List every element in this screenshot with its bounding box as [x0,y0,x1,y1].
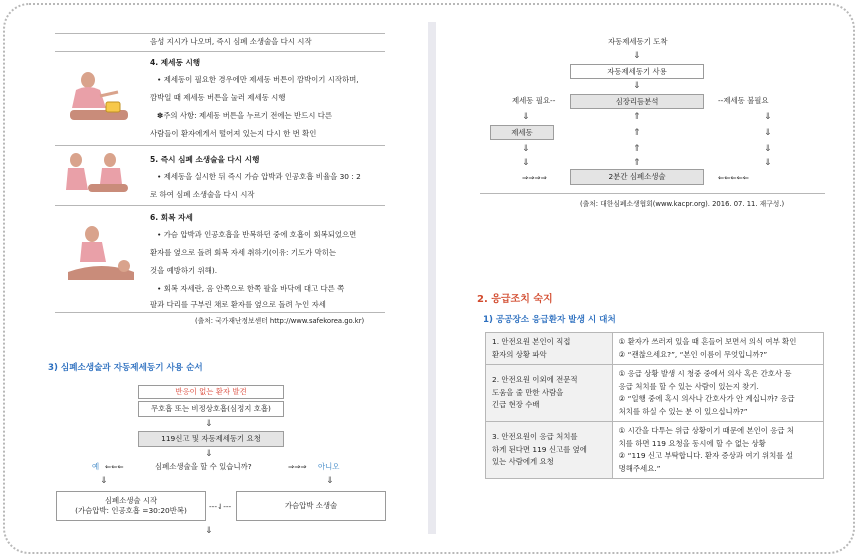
step5-title: 5. 즉시 심폐 소생술을 다시 시행 [150,155,260,164]
step6-line: 팔과 다리를 구부린 채로 환자를 옆으로 돌려 누인 자세 [150,300,326,309]
down-arrow: ⇓ [764,158,772,168]
rule [55,145,385,146]
rule [55,312,385,313]
table-cell-action: ① 환자가 쓰러져 있을 때 흔들어 보면서 의식 여부 확인 ② “괜찮으세요?”, “본인 이름이 무엇입니까?” [612,333,823,365]
left-arrows: ⇐⇐⇐⇐⇐ [718,173,749,182]
step4-line: 사람들이 환자에게서 떨어져 있는지 다시 한 번 확인 [150,129,317,138]
shock-needed: 제세동 필요-- [512,96,556,105]
table-cell-action: ① 응급 상황 발생 시 청중 중에서 의사 혹은 간호사 등 응급 처치를 할 수 있는 사람이 있는지 찾기. ② “일행 중에 혹시 의사나 간호사가 안 계십니까? 응급 처치를 하실 수 있는 분 이 있으십니까?” [612,365,823,422]
step6-line: 것을 예방하기 위해). [150,266,218,275]
source-note: (출처: 대한심폐소생협회(www.kacpr.org). 2016. 07. 11. 재구성.) [580,200,785,208]
down-arrow: ⇓ [522,112,530,122]
right-arrows: ⇒⇒⇒⇒ [522,173,547,182]
cpr-illustration [62,150,134,198]
emergency-table [485,332,824,479]
step5-line: 로 하여 심폐 소생술을 다시 시작 [150,190,255,199]
step6-line: • 회복 자세란, 옴 안쪽으로 한쪽 팔을 바닥에 대고 다른 쪽 [157,284,345,293]
down-arrow: ⇓ [764,112,772,122]
flow-call-119: 119신고 및 자동제세동기 요청 [138,431,284,447]
table-row [486,365,824,422]
rhythm-analysis-box: 심장리듬분석 [570,94,704,109]
shock-not-needed: --제세동 불필요 [718,96,769,105]
table-row [486,333,824,365]
source-note: (출처: 국가재난정보센터 http://www.safekorea.go.kr) [195,317,365,325]
rule [55,33,385,34]
flow-breathing: 무호흡 또는 비정상호흡(심정지 호흡) [138,401,284,417]
cpr-start-label: 심폐소생술 시작 [104,496,158,505]
table-cell-situation: 1. 안전요원 본인이 직접 환자의 상황 파악 [486,333,613,365]
down-arrow: ⇓ [633,81,641,91]
section3-title: 3) 심폐소생술과 자동제세동기 사용 순서 [48,363,203,373]
table-cell-action: ① 시간을 다투는 위급 상황이기 때문에 본인이 응급 처 치를 하면 119 요청을 동시에 할 수 없는 상황 ② “119 신고 부탁합니다. 환자 증상과 여기 위치를 설 명해주세요.” [612,422,823,479]
table-row [486,422,824,479]
flow-dash: ---⇃--- [209,502,232,511]
step4-title: 4. 제세동 시행 [150,58,201,67]
top-line: 음성 지시가 나오며, 즉시 심폐 소생술을 다시 시작 [150,37,312,46]
down-arrow: ⇓ [522,158,530,168]
aed-use-box: 자동제세동기 사용 [570,64,704,79]
down-arrow: ⇓ [633,51,641,61]
sub1-title: 1) 공공장소 응급환자 발생 시 대처 [483,315,616,325]
step6-title: 6. 회복 자세 [150,213,193,222]
flow-chest-only: 가슴압박 소생술 [236,491,386,521]
table-cell-situation: 3. 안전요원이 응급 처치를 하게 된다면 119 신고를 옆에 있는 사람에게 요청 [486,422,613,479]
rule [480,193,825,194]
step6-line: 환자를 옆으로 돌려 회복 자세 취하기(이유: 기도가 막히는 [150,248,337,257]
up-arrow: ⇑ [633,112,641,122]
recovery-position-illustration [62,222,140,284]
table-cell-situation: 2. 안전요원 이외에 전문적 도움을 줄 만한 사람을 긴급 현장 수배 [486,365,613,422]
aed-arrive: 자동제세동기 도착 [608,37,668,46]
down-arrow: ⇓ [205,419,213,429]
step4-line: 깜박일 때 제세동 버튼을 눌러 제세동 시행 [150,93,286,102]
down-arrow: ⇓ [522,144,530,154]
down-arrow: ⇓ [326,476,334,486]
step4-line: • 제세동이 필요한 경우에만 제세동 버튼이 깜박이기 시작하며, [157,75,359,84]
down-arrow: ⇓ [100,476,108,486]
column-divider [428,22,436,534]
shock-box: 제세동 [490,125,554,140]
cpr-2min-box: 2분간 심폐소생술 [570,169,704,185]
defibrillation-illustration [62,62,134,128]
section2-title: 2. 응급조치 숙지 [477,294,553,305]
flow-no-response: 반응이 없는 환자 발견 [138,385,284,399]
up-arrow: ⇑ [633,128,641,138]
down-arrow: ⇓ [764,144,772,154]
step4-line: ✽주의 사항: 제세동 버튼을 누르기 전에는 반드시 다른 [157,111,333,120]
cpr-ratio-label: (가슴압박: 인공호흡 =30:20반복) [75,506,187,515]
rule [55,51,385,52]
flow-question: 심폐소생술을 할 수 있습니까? [155,462,252,471]
down-arrow: ⇓ [205,526,213,536]
flow-yes: 예 [92,462,100,471]
flow-no: 아니오 [318,462,340,471]
up-arrow: ⇑ [633,144,641,154]
step6-line: • 가슴 압박과 인공호흡을 반복하던 중에 호흡이 회복되었으면 [157,230,357,239]
flow-no-arrows: ⇒⇒⇒ [288,462,307,471]
up-arrow: ⇑ [633,158,641,168]
flow-yes-arrows: ⇐⇐⇐ [105,462,124,471]
rule [55,205,385,206]
down-arrow: ⇓ [205,449,213,459]
down-arrow: ⇓ [764,128,772,138]
step5-line: • 제세동을 실시한 뒤 즉시 가슴 압박과 인공호흡 비율을 30 : 2 [157,172,361,181]
flow-cpr-start [56,491,206,521]
